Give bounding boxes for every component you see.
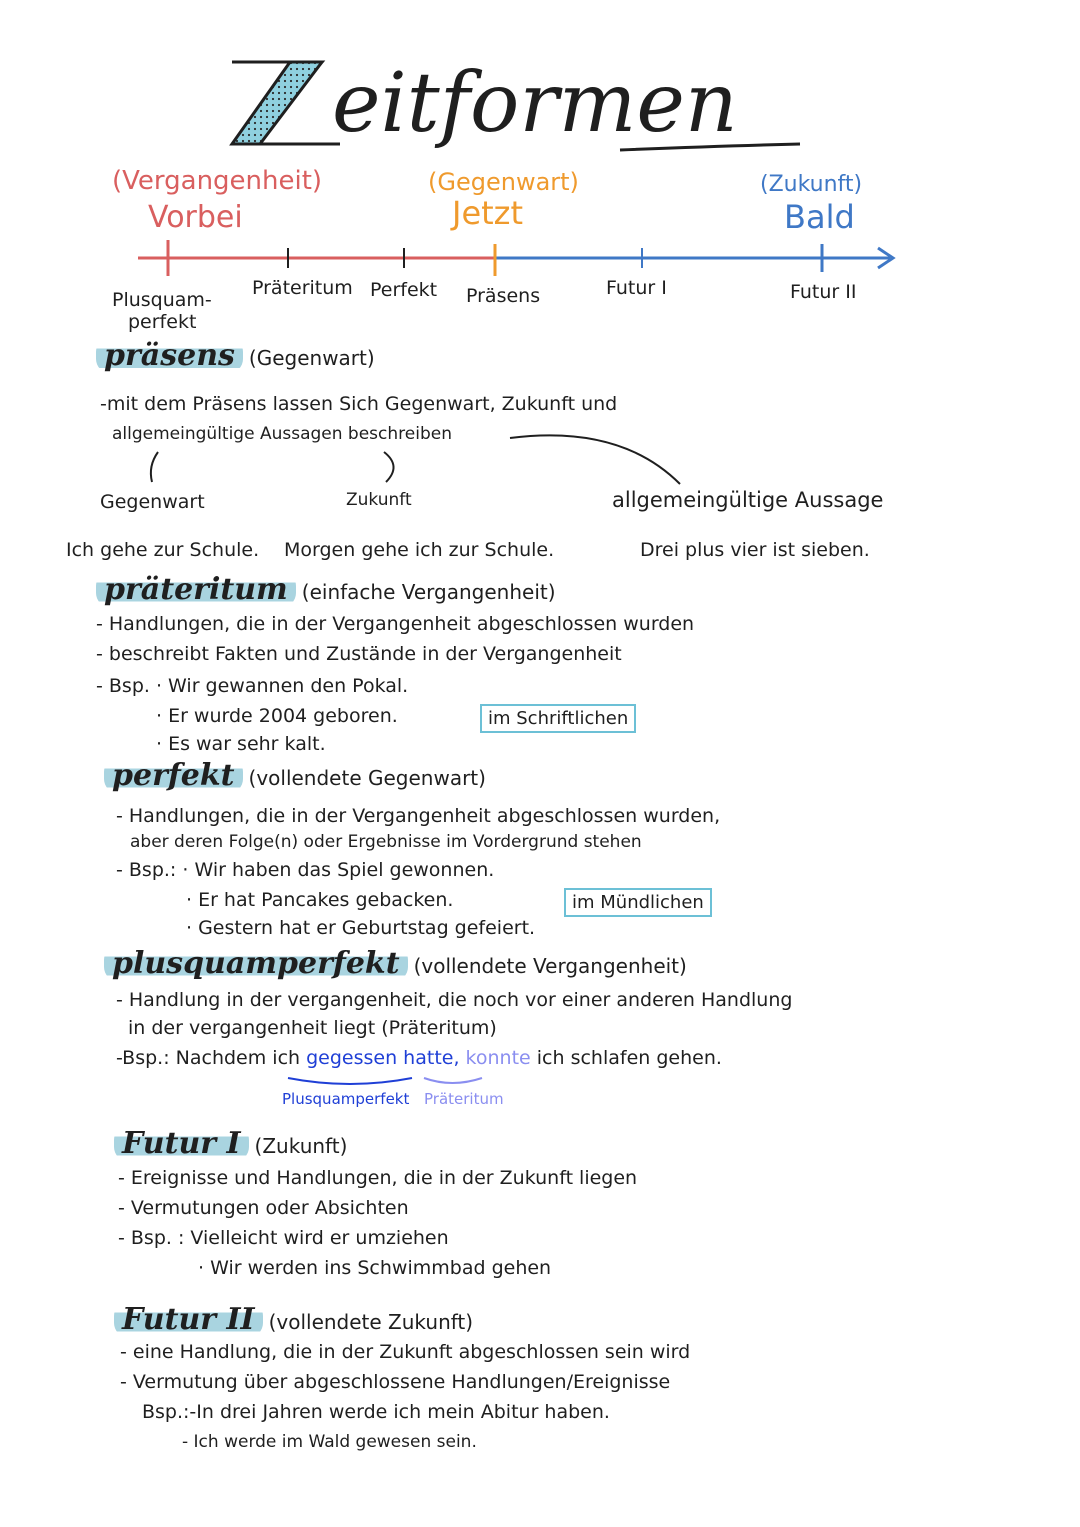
brace-praeteritum xyxy=(424,1078,482,1083)
plusquamperfekt-bsp-praet: konnte xyxy=(465,1047,531,1069)
label-futur2: Futur II xyxy=(790,281,857,303)
plusquamperfekt-heading: plusquamperfekt xyxy=(104,946,408,981)
title-rest: eitformen xyxy=(332,56,738,151)
label-futur1: Futur I xyxy=(606,277,667,299)
futur1-line2: - Vermutungen oder Absichten xyxy=(118,1197,409,1219)
praesens-ex-aussage: Drei plus vier ist sieben. xyxy=(640,539,870,561)
connector-aussage xyxy=(510,435,680,484)
praeteritum-line2: - beschreibt Fakten und Zustände in der Vergangenheit xyxy=(96,643,622,665)
futur1-line1: - Ereignisse und Handlungen, die in der Zukunft liegen xyxy=(118,1167,638,1189)
present-word: Jetzt xyxy=(452,194,524,232)
futur2-line2: - Vermutung über abgeschlossene Handlungen/Ereignisse xyxy=(120,1371,671,1393)
plusquamperfekt-bsp-suffix: ich schlafen gehen. xyxy=(536,1047,722,1069)
label-perfekt-part: perfekt xyxy=(128,311,197,333)
future-word: Bald xyxy=(784,198,855,236)
perfekt-bsp: - Bsp.: · Wir haben das Spiel gewonnen. xyxy=(116,859,495,881)
praeteritum-ex2: · Er wurde 2004 geboren. xyxy=(156,705,398,727)
future-paren: (Zukunft) xyxy=(760,172,863,197)
praeteritum-box: im Schriftlichen xyxy=(480,704,636,733)
praesens-ex-zukunft: Morgen gehe ich zur Schule. xyxy=(284,539,555,561)
perfekt-paren: (vollendete Gegenwart) xyxy=(248,766,486,790)
section-plusquamperfekt xyxy=(104,946,687,981)
futur1-bsp: - Bsp. : Vielleicht wird er umziehen xyxy=(118,1227,449,1249)
futur2-ex2: - Ich werde im Wald gewesen sein. xyxy=(182,1432,477,1452)
praesens-heading: präsens xyxy=(96,338,243,373)
section-futur1 xyxy=(114,1126,347,1161)
label-perfekt: Perfekt xyxy=(370,279,438,301)
timeline xyxy=(138,240,893,276)
section-futur2 xyxy=(114,1302,473,1337)
plusquamperfekt-paren: (vollendete Vergangenheit) xyxy=(413,954,687,978)
label-praeteritum: Präteritum xyxy=(252,277,353,299)
perfekt-line1: - Handlungen, die in der Vergangenheit abgeschlossen wurden, xyxy=(116,805,721,827)
futur2-paren: (vollendete Zukunft) xyxy=(268,1310,474,1334)
praesens-cat-zukunft: Zukunft xyxy=(346,490,412,510)
praeteritum-paren: (einfache Vergangenheit) xyxy=(301,580,556,604)
label-plusquam: Plusquam- xyxy=(112,289,212,311)
title-text xyxy=(332,56,738,151)
connector-zukunft xyxy=(384,452,394,482)
praeteritum-bsp: - Bsp. · Wir gewannen den Pokal. xyxy=(96,675,409,697)
praesens-paren: (Gegenwart) xyxy=(248,346,375,370)
section-perfekt xyxy=(104,758,486,793)
plusquamperfekt-bsp-plusq: gegessen hatte, xyxy=(306,1047,460,1069)
plusquamperfekt-bsp xyxy=(116,1046,722,1070)
perfekt-heading: perfekt xyxy=(104,758,243,793)
futur2-heading: Futur II xyxy=(114,1302,263,1337)
perfekt-box: im Mündlichen xyxy=(564,888,712,917)
past-paren: (Vergangenheit) xyxy=(112,166,323,196)
label-praesens: Präsens xyxy=(466,285,541,307)
plusquamperfekt-bsp-prefix: -Bsp.: Nachdem ich xyxy=(116,1047,301,1069)
section-praesens xyxy=(96,338,375,373)
praesens-ex-gegenwart: Ich gehe zur Schule. xyxy=(66,539,260,561)
futur1-paren: (Zukunft) xyxy=(254,1134,348,1158)
praesens-cat-aussage: allgemeingültige Aussage xyxy=(612,488,884,512)
perfekt-line2: aber deren Folge(n) oder Ergebnisse im Vordergrund stehen xyxy=(130,832,642,852)
past-word: Vorbei xyxy=(148,200,243,235)
praesens-cat-gegenwart: Gegenwart xyxy=(100,491,205,513)
plusquamperfekt-label-praet: Präteritum xyxy=(424,1090,504,1108)
plusquamperfekt-line2: in der vergangenheit liegt (Präteritum) xyxy=(128,1017,497,1039)
futur1-heading: Futur I xyxy=(114,1126,249,1161)
praeteritum-line1: - Handlungen, die in der Vergangenheit abgeschlossen wurden xyxy=(96,613,695,635)
futur1-ex2: · Wir werden ins Schwimmbad gehen xyxy=(198,1257,552,1279)
praeteritum-ex3: · Es war sehr kalt. xyxy=(156,733,326,755)
praesens-line1: -mit dem Präsens lassen Sich Gegenwart, Zukunft und xyxy=(100,393,618,415)
connector-gegenwart xyxy=(151,452,158,482)
brace-plusquamperfekt xyxy=(288,1078,412,1084)
plusquamperfekt-line1: - Handlung in der vergangenheit, die noch vor einer anderen Handlung xyxy=(116,989,793,1011)
perfekt-ex3: · Gestern hat er Geburtstag gefeiert. xyxy=(186,917,536,939)
section-praeteritum xyxy=(96,572,556,607)
present-paren: (Gegenwart) xyxy=(428,168,579,196)
title-z-letter xyxy=(232,62,340,144)
perfekt-ex2: · Er hat Pancakes gebacken. xyxy=(186,889,454,911)
futur2-bsp: Bsp.:-In drei Jahren werde ich mein Abitur haben. xyxy=(142,1401,610,1423)
futur2-line1: - eine Handlung, die in der Zukunft abgeschlossen sein wird xyxy=(120,1341,691,1363)
praeteritum-heading: präteritum xyxy=(96,572,296,607)
praesens-line2: allgemeingültige Aussagen beschreiben xyxy=(112,424,452,444)
plusquamperfekt-label-plusq: Plusquamperfekt xyxy=(282,1090,410,1108)
